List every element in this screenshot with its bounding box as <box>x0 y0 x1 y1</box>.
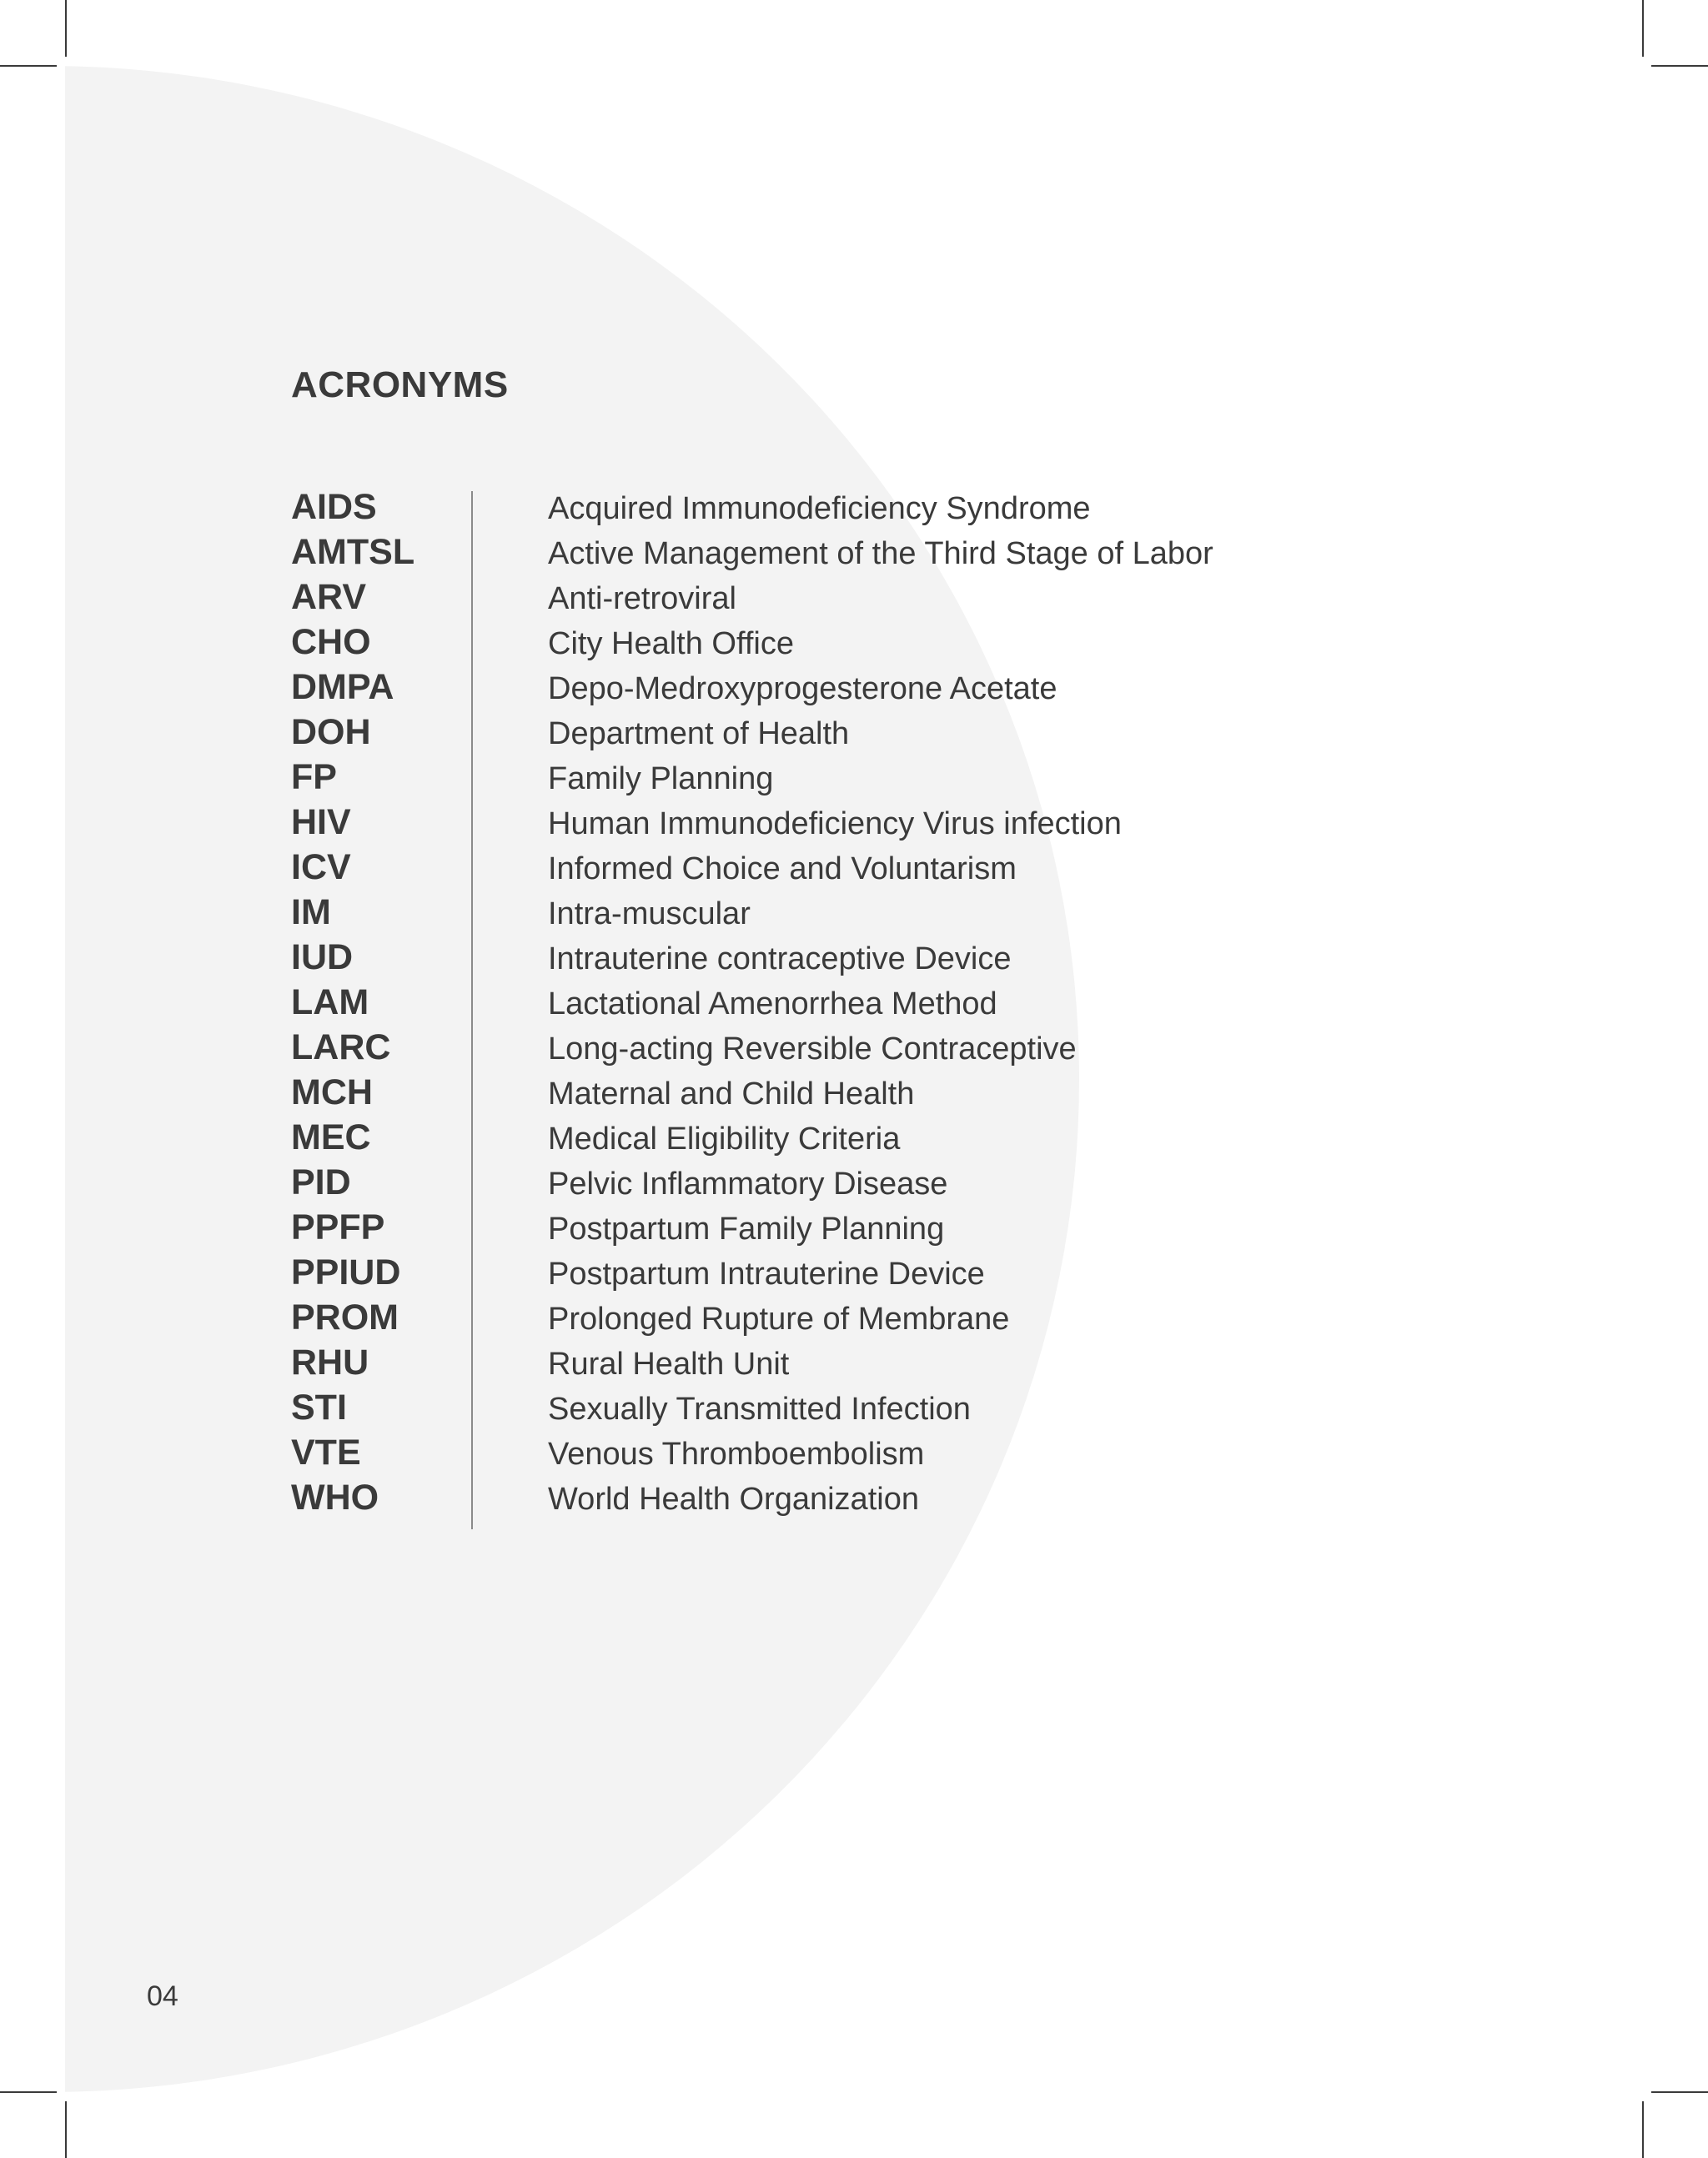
acronym-row <box>291 1475 1292 1520</box>
page-title: ACRONYMS <box>291 364 509 405</box>
acronym-row <box>291 1430 1292 1475</box>
acronym-abbreviation: RHU <box>291 1342 369 1383</box>
acronym-abbreviation: IM <box>291 892 331 932</box>
acronym-abbreviation: IUD <box>291 937 354 977</box>
acronym-definition: Active Management of the Third Stage of Labor <box>548 536 1213 571</box>
acronym-definition: Prolonged Rupture of Membrane <box>548 1302 1010 1337</box>
acronym-definition: Department of Health <box>548 716 850 751</box>
acronym-definition: Maternal and Child Health <box>548 1076 915 1112</box>
acronym-abbreviation: ICV <box>291 847 351 887</box>
acronym-definition: Long-acting Reversible Contraceptive <box>548 1031 1077 1066</box>
acronym-row <box>291 1160 1292 1205</box>
acronym-definition: Pelvic Inflammatory Disease <box>548 1167 948 1202</box>
acronym-abbreviation: VTE <box>291 1433 361 1473</box>
acronym-abbreviation: HIV <box>291 802 351 842</box>
acronym-definition: Human Immunodeficiency Virus infection <box>548 806 1122 841</box>
acronym-abbreviation: PROM <box>291 1297 399 1337</box>
acronym-definition: City Health Office <box>548 626 794 661</box>
crop-mark-top-right-horizontal <box>1651 65 1708 67</box>
acronym-row <box>291 845 1292 890</box>
acronym-abbreviation: PID <box>291 1162 351 1202</box>
acronym-definition: World Health Organization <box>548 1482 919 1517</box>
acronym-row <box>291 710 1292 755</box>
acronym-abbreviation: MCH <box>291 1072 373 1112</box>
acronym-abbreviation: DOH <box>291 712 371 752</box>
acronym-definition: Depo-Medroxyprogesterone Acetate <box>548 671 1057 706</box>
acronym-list <box>291 484 1292 1520</box>
acronym-definition: Postpartum Intrauterine Device <box>548 1257 985 1292</box>
acronym-row <box>291 1340 1292 1385</box>
acronym-abbreviation: FP <box>291 757 337 797</box>
acronym-definition: Venous Thromboembolism <box>548 1437 925 1472</box>
acronym-row <box>291 890 1292 935</box>
acronym-definition: Informed Choice and Voluntarism <box>548 851 1017 886</box>
acronym-abbreviation: WHO <box>291 1478 379 1518</box>
acronym-abbreviation: LAM <box>291 982 369 1022</box>
acronym-row <box>291 575 1292 620</box>
acronym-definition: Intrauterine contraceptive Device <box>548 941 1012 976</box>
acronym-row <box>291 620 1292 665</box>
crop-mark-top-left-horizontal <box>0 65 57 67</box>
acronym-abbreviation: MEC <box>291 1117 371 1157</box>
acronym-abbreviation: AIDS <box>291 487 377 527</box>
acronym-definition: Sexually Transmitted Infection <box>548 1392 971 1427</box>
acronym-row <box>291 935 1292 980</box>
acronym-row <box>291 1205 1292 1250</box>
acronym-definition: Medical Eligibility Criteria <box>548 1122 901 1157</box>
acronym-abbreviation: ARV <box>291 577 367 617</box>
acronym-definition: Intra-muscular <box>548 896 751 931</box>
acronym-row <box>291 1385 1292 1430</box>
crop-mark-top-left-vertical <box>65 0 67 57</box>
acronym-row <box>291 1070 1292 1115</box>
acronym-definition: Postpartum Family Planning <box>548 1212 945 1247</box>
crop-mark-bottom-left-horizontal <box>0 2091 57 2093</box>
acronym-abbreviation: STI <box>291 1388 347 1428</box>
acronym-row <box>291 755 1292 800</box>
acronym-abbreviation: CHO <box>291 622 371 662</box>
acronym-abbreviation: PPIUD <box>291 1252 401 1292</box>
page-number: 04 <box>147 1980 178 2012</box>
acronym-row <box>291 529 1292 575</box>
acronym-definition: Rural Health Unit <box>548 1347 790 1382</box>
crop-mark-top-right-vertical <box>1642 0 1644 57</box>
acronym-row <box>291 484 1292 529</box>
acronym-row <box>291 1295 1292 1340</box>
acronym-row <box>291 1250 1292 1295</box>
acronym-abbreviation: PPFP <box>291 1207 385 1247</box>
acronym-definition: Acquired Immunodeficiency Syndrome <box>548 491 1091 526</box>
acronym-abbreviation: LARC <box>291 1027 391 1067</box>
acronym-row <box>291 665 1292 710</box>
crop-mark-bottom-right-vertical <box>1642 2101 1644 2158</box>
acronym-definition: Family Planning <box>548 761 774 796</box>
acronym-row <box>291 1115 1292 1160</box>
acronym-row <box>291 800 1292 845</box>
crop-mark-bottom-right-horizontal <box>1651 2091 1708 2093</box>
acronym-abbreviation: DMPA <box>291 667 394 707</box>
acronym-row <box>291 980 1292 1025</box>
crop-mark-bottom-left-vertical <box>65 2101 67 2158</box>
acronym-definition: Anti-retroviral <box>548 581 736 616</box>
acronym-row <box>291 1025 1292 1070</box>
acronym-abbreviation: AMTSL <box>291 532 415 572</box>
acronym-definition: Lactational Amenorrhea Method <box>548 986 997 1021</box>
